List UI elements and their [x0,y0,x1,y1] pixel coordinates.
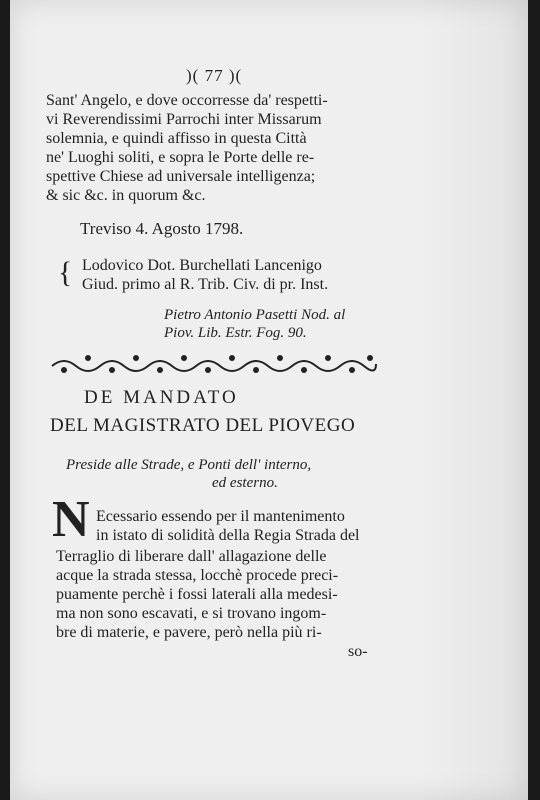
catchword: so- [348,643,368,660]
drop-cap: N [52,491,90,548]
ornamental-border [48,350,380,378]
paragraph-line: ne' Luoghi soliti, e sopra le Porte delle re- [46,149,315,166]
paragraph-line: Ecessario essendo per il mantenimento [96,508,345,525]
signatory-title: Giud. primo al R. Trib. Civ. di pr. Inst. [82,276,329,293]
paragraph-line: spettive Chiese ad universale intelligenza; [46,168,316,185]
paragraph-line: solemnia, e quindi affisso in questa Città [46,130,307,147]
notary-line: Pietro Antonio Pasetti Nod. al [164,307,346,323]
paragraph-line: acque la strada stessa, locchè procede preci- [56,567,339,584]
paragraph-line: ma non sono escavati, e si trovano ingom- [56,605,327,622]
page-number: )( 77 )( [186,66,243,85]
notary-line: Piov. Lib. Estr. Fog. 90. [164,325,307,341]
page-shading [418,0,528,800]
paragraph-line: & sic &c. in quorum &c. [46,187,206,204]
paragraph-line: Sant' Angelo, e dove occorresse da' respetti- [46,92,328,109]
heading-line-2: DEL MAGISTRATO DEL PIOVEGO [50,415,356,436]
paragraph-line: Terraglio di liberare dall' allagazione delle [56,548,327,565]
paragraph-line: bre di materie, e pavere, però nella più ri- [56,624,322,641]
subheading-line: Preside alle Strade, e Ponti dell' interno, [66,457,312,473]
brace-symbol: { [58,256,73,289]
paragraph-line: vi Reverendissimi Parrochi inter Missarum [46,111,322,128]
date-line: Treviso 4. Agosto 1798. [80,219,244,238]
paragraph-line: puamente perchè i fossi laterali alla medesi- [56,586,338,603]
subheading-line: ed esterno. [212,475,278,491]
heading-line-1: DE MANDATO [84,387,239,408]
signatory-name: Lodovico Dot. Burchellati Lancenigo [82,257,322,274]
paragraph-line: in istato di solidità della Regia Strada del [96,527,360,544]
